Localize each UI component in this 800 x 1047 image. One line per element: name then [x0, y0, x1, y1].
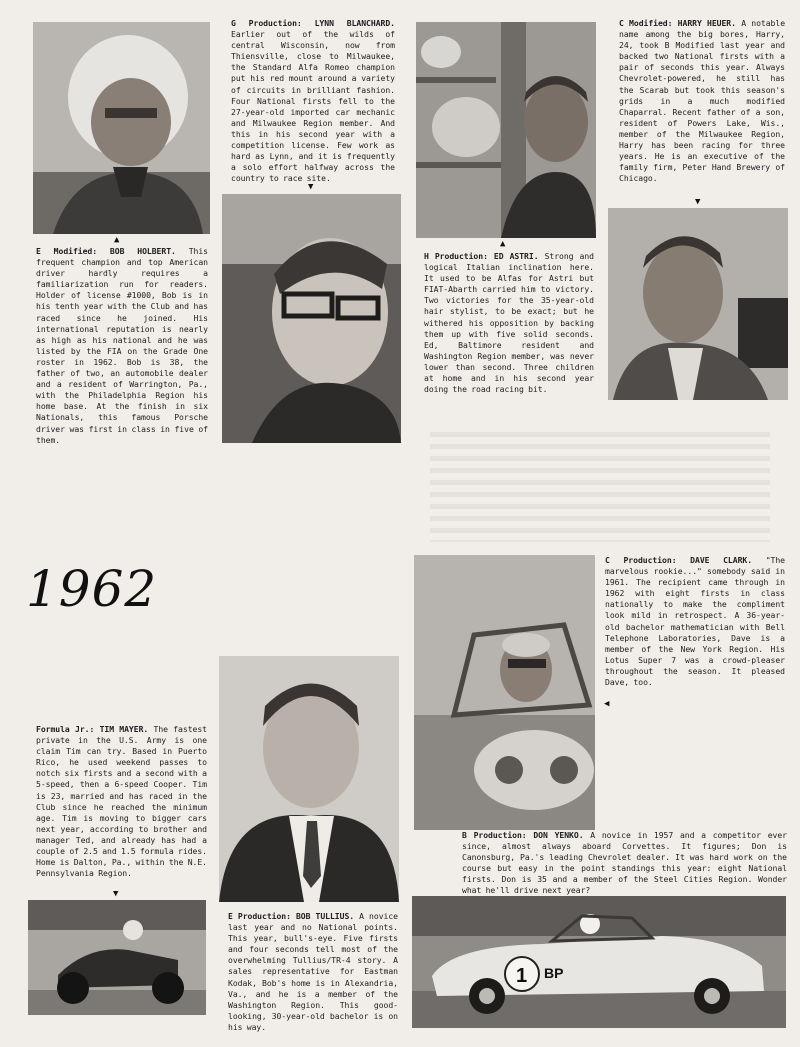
caption-don-yenko — [462, 830, 787, 897]
caption-heading: E Production: BOB TULLIUS. — [228, 911, 355, 921]
pointer-up-arrow: ▲ — [114, 235, 120, 245]
photo-don-yenko-corvette — [412, 896, 786, 1028]
caption-body: Strong and logical Italian inclination here. It used to be Alfas for Astri but FIAT-Abarth carried him to victory. Two victories for the 35-year-old hair stylist, to be exact; but he withered his opposition by backing them up with five solid seconds. Ed, Baltimore resident and Washington Region member, was never lower than second. Three children at home and in his second year doing the road racing bit. — [424, 251, 594, 395]
caption-heading: G Production: LYNN BLANCHARD. — [231, 18, 395, 28]
pointer-down-arrow: ▼ — [695, 197, 701, 207]
caption-bob-holbert — [36, 246, 208, 446]
pointer-up-arrow: ▲ — [500, 239, 506, 249]
caption-ed-astri — [424, 251, 594, 395]
caption-body: A novice in 1957 and a competitor ever since, almost always aboard Corvettes. It figures; Don is Canonsburg, Pa.'s leading Chevrolet dealer. It was hard work on the course but easy in the point standings this year: eight National firsts. Don is 35 and a member of the Steel Cities Region. Wonder what he'll drive next year? — [462, 830, 787, 896]
caption-body: "The marvelous rookie..." somebody said in 1961. The recipient came through in 1962 with eight firsts in class nationally to make the compliment look mild in retrospect. A 36-year-old bachelor mathematician with Bell Telephone Laboratories, Dave is a member of the New York Region. His Lotus Super 7 was a crowd-pleaser throughout the season. It pleased Dave, too. — [605, 555, 785, 688]
caption-heading: C Production: DAVE CLARK. — [605, 555, 753, 565]
caption-tim-mayer — [36, 724, 207, 879]
caption-dave-clark — [605, 555, 785, 688]
caption-bob-tullius — [228, 911, 398, 1033]
caption-harry-heuer — [619, 18, 785, 184]
caption-body: Earlier out of the wilds of central Wisconsin, now from Thiensville, close to Milwaukee, the Standard Alfa Romeo champion put his red mount around a variety of circuits in brilliant fashion. Four National firsts fell to the 27-year-old imported car mechanic and Milwaukee Region member. And this in his second year with a competition license. Few work as hard as Lynn, and it is frequently a solo effort halfway across the country to race site. — [231, 29, 395, 184]
photo-tim-mayer-cooper — [28, 900, 206, 1015]
car-number: 1 — [516, 965, 528, 987]
pointer-down-arrow: ▼ — [113, 889, 119, 899]
pointer-down-arrow: ▼ — [308, 182, 314, 192]
caption-heading: B Production: DON YENKO. — [462, 830, 584, 840]
caption-body: This frequent champion and top American driver hardly requires a familiarization run for readers. Holder of license #1000, Bob is in his tenth year with the Club and has raced since he joined. His international reputation is nearly as high as his national and he was listed by the FIA on the Grade One roster in 1962. Bob is 38, the father of two, an automobile dealer and a resident of Warrington, Pa., with the Philadelphia Region his home base. At the finish in six Nationals, this famous Porsche driver was first in class in five of them. — [36, 246, 208, 445]
pointer-left-arrow: ◀ — [604, 699, 610, 709]
photo-harry-heuer — [608, 208, 788, 400]
bleed-through-text — [430, 432, 770, 542]
caption-heading: E Modified: BOB HOLBERT. — [36, 246, 176, 256]
caption-body: The fastest private in the U.S. Army is one claim Tim can try. Based in Puerto Rico, he used weekend passes to notch six firsts and a second with a 5-speed, then a 6-speed Cooper. Tim is 23, married and has raced in the Club since he reached the minimum age. Tim is moving to bigger cars next year, according to brother and manager Ted, and already has had a couple of 2.5 and 1.5 formula rides. Home is Dalton, Pa., within the N.E. Pennsylvania Region. — [36, 724, 207, 879]
caption-lynn-blanchard — [231, 18, 395, 184]
car-class: BP — [544, 965, 564, 981]
caption-heading: C Modified: HARRY HEUER. — [619, 18, 736, 28]
photo-ed-astri — [416, 22, 596, 238]
caption-body: A notable name among the big bores, Harry, 24, took B Modified last year and backed two National firsts with a pair of seconds this year. Always Chevrolet-powered, he still has the Scarab but took this season's grids in a much modified Chaparral. Recent father of a son, resident of Powers Lake, Wis., member of the Milwaukee Region, Harry has been racing for three years. He is an executive of the family firm, Peter Hand Brewery of Chicago. — [619, 18, 786, 184]
caption-heading: H Production: ED ASTRI. — [424, 251, 539, 261]
caption-heading: Formula Jr.: TIM MAYER. — [36, 724, 149, 734]
photo-dave-clark — [414, 555, 595, 830]
photo-lynn-blanchard — [222, 194, 401, 443]
photo-bob-holbert — [33, 22, 210, 234]
photo-bob-tullius — [219, 656, 399, 902]
caption-body: A novice last year and no National points. This year, bull's-eye. Five firsts and four seconds tell most of the overwhelming Tullius/TR-4 story. A sales representative for Eastman Kodak, Bob's home is in Alexandria, Va., and he is a member of the Washington Region. This good-looking, 30-year-old bachelor is on his way. — [228, 911, 398, 1032]
year-title: 1962 — [26, 560, 158, 618]
